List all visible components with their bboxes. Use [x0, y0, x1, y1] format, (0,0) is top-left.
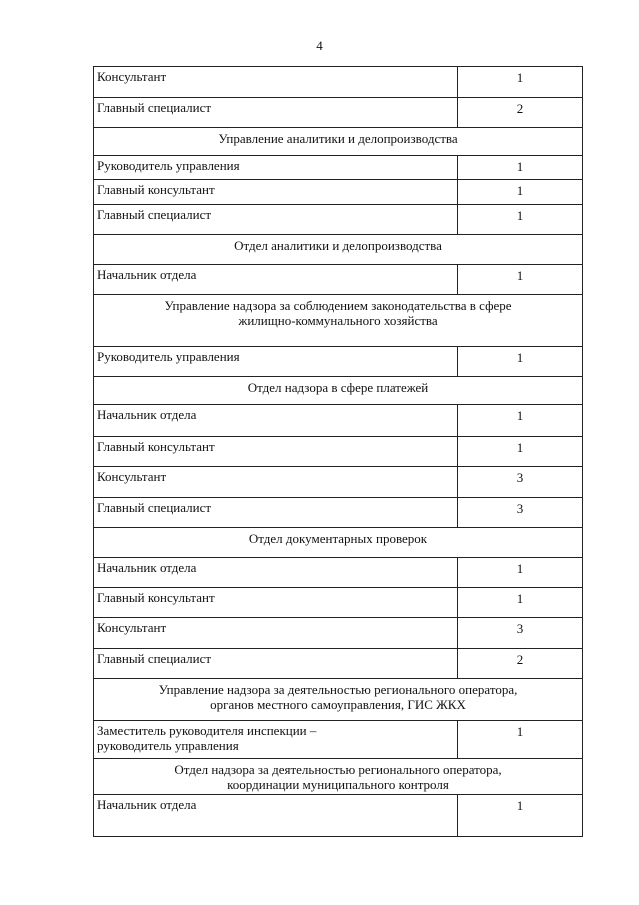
section-header-row [94, 128, 583, 156]
count-cell: 2 [458, 649, 583, 679]
position-cell: Начальник отдела [94, 558, 458, 588]
position-cell: Главный консультант [94, 588, 458, 618]
table-row [94, 180, 583, 205]
position-cell: Заместитель руководителя инспекции – руководитель управления [94, 721, 458, 759]
section-title-line: Отдел надзора в сфере платежей [247, 380, 429, 395]
section-title [94, 235, 583, 265]
table-row [94, 649, 583, 679]
section-title-line: жилищно-коммунального хозяйства [238, 313, 438, 328]
position-cell: Главный специалист [94, 649, 458, 679]
table-row [94, 156, 583, 180]
staff-table [93, 66, 583, 837]
table-row [94, 618, 583, 649]
position-cell: Консультант [94, 67, 458, 98]
section-title [94, 528, 583, 558]
table-row [94, 265, 583, 295]
count-cell: 3 [458, 467, 583, 498]
position-cell: Главный специалист [94, 498, 458, 528]
count-cell: 1 [458, 156, 583, 180]
table-row [94, 437, 583, 467]
section-title-line: Управление надзора за соблюдением законодательства в сфере [164, 298, 512, 313]
table-row [94, 498, 583, 528]
table-row [94, 98, 583, 128]
table-row [94, 67, 583, 98]
section-header-row [94, 377, 583, 405]
section-title-line: Отдел надзора за деятельностью регионального оператора, [174, 762, 502, 777]
count-cell: 1 [458, 205, 583, 235]
count-cell: 1 [458, 347, 583, 377]
page-number: 4 [316, 38, 323, 53]
section-header-row [94, 528, 583, 558]
count-cell: 3 [458, 498, 583, 528]
section-header-row [94, 679, 583, 721]
position-cell: Главный консультант [94, 437, 458, 467]
section-header-row [94, 295, 583, 347]
section-title-line: координации муниципального контроля [227, 777, 449, 792]
section-title-line: Управление надзора за деятельностью регионального оператора, [158, 682, 518, 697]
position-cell: Консультант [94, 618, 458, 649]
section-header-row [94, 759, 583, 795]
table-row [94, 588, 583, 618]
staff-table-body [94, 67, 583, 837]
section-header-row [94, 235, 583, 265]
count-cell: 1 [458, 405, 583, 437]
position-cell: Главный специалист [94, 205, 458, 235]
count-cell: 1 [458, 437, 583, 467]
section-title-line: Отдел аналитики и делопроизводства [234, 238, 442, 253]
table-row [94, 467, 583, 498]
position-cell: Начальник отдела [94, 795, 458, 837]
position-cell: Руководитель управления [94, 347, 458, 377]
section-title [94, 679, 583, 721]
section-title-line: Управление аналитики и делопроизводства [218, 131, 458, 146]
count-cell: 1 [458, 180, 583, 205]
count-cell: 1 [458, 795, 583, 837]
section-title [94, 377, 583, 405]
count-cell: 1 [458, 588, 583, 618]
position-cell: Консультант [94, 467, 458, 498]
position-cell: Начальник отдела [94, 405, 458, 437]
table-row [94, 347, 583, 377]
count-cell: 2 [458, 98, 583, 128]
count-cell: 3 [458, 618, 583, 649]
count-cell: 1 [458, 721, 583, 759]
count-cell: 1 [458, 558, 583, 588]
table-row [94, 721, 583, 759]
table-row [94, 205, 583, 235]
section-title [94, 759, 583, 795]
position-cell: Руководитель управления [94, 156, 458, 180]
table-row [94, 405, 583, 437]
section-title [94, 295, 583, 347]
position-cell: Главный консультант [94, 180, 458, 205]
position-cell: Главный специалист [94, 98, 458, 128]
count-cell: 1 [458, 265, 583, 295]
count-cell: 1 [458, 67, 583, 98]
table-row [94, 558, 583, 588]
section-title [94, 128, 583, 156]
section-title-line: органов местного самоуправления, ГИС ЖКХ [210, 697, 466, 712]
section-title-line: Отдел документарных проверок [248, 531, 428, 546]
position-cell: Начальник отдела [94, 265, 458, 295]
table-row [94, 795, 583, 837]
